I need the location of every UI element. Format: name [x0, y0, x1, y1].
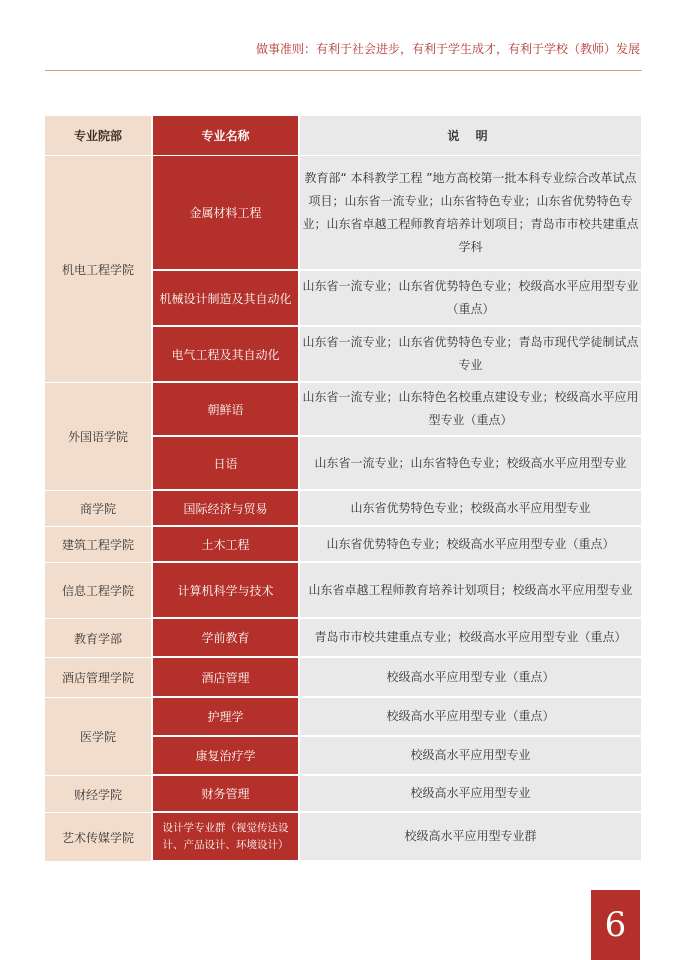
column-header-major: 专业名称	[153, 116, 300, 155]
major-cell: 土木工程	[153, 527, 300, 562]
table-row	[45, 658, 641, 697]
major-cell: 设计学专业群（视觉传达设计、产品设计、环境设计）	[153, 813, 300, 861]
table-row	[45, 156, 641, 270]
column-header-description: 说 明	[300, 116, 641, 155]
major-cell: 国际经济与贸易	[153, 491, 300, 526]
description-cell: 校级高水平应用型专业	[300, 776, 641, 812]
table-row	[45, 383, 641, 436]
table-row	[45, 619, 641, 657]
major-cell: 护理学	[153, 698, 300, 736]
header-divider	[45, 70, 642, 71]
table-row	[45, 527, 641, 562]
header-motto: 做事准则：有利于社会进步，有利于学生成才，有利于学校（教师）发展	[255, 42, 640, 56]
table-row	[45, 813, 641, 861]
major-cell: 电气工程及其自动化	[153, 327, 300, 382]
major-cell: 康复治疗学	[153, 737, 300, 775]
description-cell: 青岛市市校共建重点专业；校级高水平应用型专业（重点）	[300, 619, 641, 657]
description-cell: 教育部“ 本科教学工程 ”地方高校第一批本科专业综合改革试点项目；山东省一流专业；山东省特色专业；山东省优势特色专业；山东省卓越工程师教育培养计划项目；青岛市市校共建重点学科	[300, 156, 641, 270]
table-header-row	[45, 116, 641, 155]
dept-cell: 商学院	[45, 491, 153, 526]
major-cell: 朝鲜语	[153, 383, 300, 436]
description-cell: 山东省优势特色专业；校级高水平应用型专业	[300, 491, 641, 526]
major-cell: 计算机科学与技术	[153, 563, 300, 618]
table-row	[45, 563, 641, 618]
table-row	[45, 698, 641, 736]
description-cell: 山东省一流专业；山东特色名校重点建设专业；校级高水平应用型专业（重点）	[300, 383, 641, 436]
dept-cell: 机电工程学院	[45, 156, 153, 382]
major-cell: 日语	[153, 437, 300, 490]
description-cell: 山东省优势特色专业；校级高水平应用型专业（重点）	[300, 527, 641, 562]
table-row	[45, 776, 641, 812]
dept-cell: 财经学院	[45, 776, 153, 812]
major-cell: 机械设计制造及其自动化	[153, 271, 300, 326]
description-cell: 山东省一流专业；山东省优势特色专业；校级高水平应用型专业（重点）	[300, 271, 641, 326]
major-cell: 学前教育	[153, 619, 300, 657]
description-cell: 校级高水平应用型专业	[300, 737, 641, 775]
dept-cell: 医学院	[45, 698, 153, 775]
description-cell: 山东省一流专业；山东省特色专业；校级高水平应用型专业	[300, 437, 641, 490]
dept-cell: 建筑工程学院	[45, 527, 153, 562]
dept-cell: 艺术传媒学院	[45, 813, 153, 861]
dept-cell: 教育学部	[45, 619, 153, 657]
major-cell: 金属材料工程	[153, 156, 300, 270]
description-cell: 山东省一流专业；山东省优势特色专业；青岛市现代学徒制试点专业	[300, 327, 641, 382]
major-cell: 酒店管理	[153, 658, 300, 697]
dept-cell: 酒店管理学院	[45, 658, 153, 697]
description-cell: 山东省卓越工程师教育培养计划项目；校级高水平应用型专业	[300, 563, 641, 618]
column-header-dept: 专业院部	[45, 116, 153, 155]
dept-cell: 信息工程学院	[45, 563, 153, 618]
page-number: 6	[591, 890, 640, 960]
description-cell: 校级高水平应用型专业（重点）	[300, 698, 641, 736]
majors-table	[45, 115, 641, 862]
major-cell: 财务管理	[153, 776, 300, 812]
dept-cell: 外国语学院	[45, 383, 153, 490]
description-cell: 校级高水平应用型专业群	[300, 813, 641, 861]
table-row	[45, 491, 641, 526]
description-cell: 校级高水平应用型专业（重点）	[300, 658, 641, 697]
